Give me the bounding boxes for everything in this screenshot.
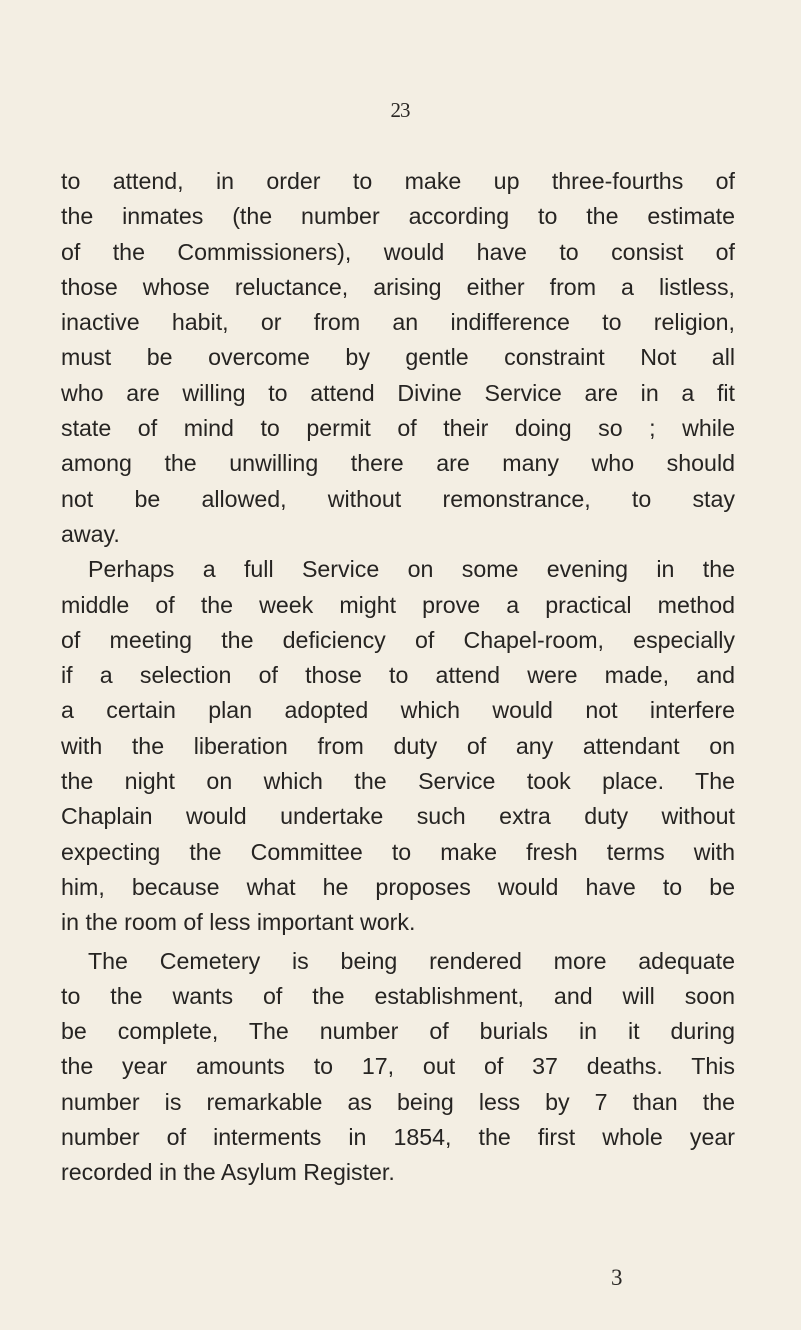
- text-line: middle of the week might prove a practical method: [61, 591, 735, 618]
- text-line: expecting the Committee to make fresh terms with: [61, 838, 735, 865]
- text-line: recorded in the Asylum Register.: [61, 1159, 395, 1186]
- text-line: if a selection of those to attend were made, and: [61, 662, 735, 689]
- text-line: with the liberation from duty of any attendant on: [61, 732, 735, 759]
- text-line: the night on which the Service took place. The: [61, 768, 735, 795]
- text-line: must be overcome by gentle constraint Not all: [61, 344, 735, 371]
- text-line: to attend, in order to make up three-fourths of: [61, 168, 735, 194]
- text-line: be complete, The number of burials in it during: [61, 1018, 735, 1045]
- text-line: those whose reluctance, arising either from a listless,: [61, 273, 735, 300]
- text-line: state of mind to permit of their doing so ; while: [61, 415, 735, 442]
- text-line: a certain plan adopted which would not interfere: [61, 697, 735, 724]
- text-line: among the unwilling there are many who should: [61, 450, 735, 477]
- paragraph-cemetery: [61, 944, 735, 1191]
- page-number: 23: [390, 98, 410, 122]
- text-line: in the room of less important work.: [61, 909, 416, 936]
- text-line: number of interments in 1854, the first whole year: [61, 1124, 735, 1151]
- text-line: of the Commissioners), would have to consist of: [61, 238, 735, 265]
- text-line: the year amounts to 17, out of 37 deaths. This: [61, 1053, 735, 1080]
- text-line: The Cemetery is being rendered more adequate: [88, 947, 735, 974]
- paragraph-chapel-attendance: [61, 164, 735, 552]
- text-line: Chaplain would undertake such extra duty without: [61, 803, 735, 830]
- text-line: away.: [61, 520, 120, 547]
- text-line: to the wants of the establishment, and will soon: [61, 982, 735, 1009]
- signature-mark: 3: [611, 1265, 623, 1290]
- text-line: inactive habit, or from an indifference to religion,: [61, 309, 735, 336]
- text-line: who are willing to attend Divine Service are in a fit: [61, 379, 735, 406]
- text-line: not be allowed, without remonstrance, to stay: [61, 485, 735, 512]
- text-line: him, because what he proposes would have to be: [61, 873, 735, 900]
- text-line: the inmates (the number according to the estimate: [61, 203, 735, 230]
- text-line: of meeting the deficiency of Chapel-room, especially: [61, 626, 735, 653]
- body-text: [61, 164, 735, 1191]
- text-line: number is remarkable as being less by 7 than the: [61, 1088, 735, 1115]
- text-line: Perhaps a full Service on some evening in the: [88, 556, 735, 583]
- paragraph-evening-service: [61, 552, 735, 940]
